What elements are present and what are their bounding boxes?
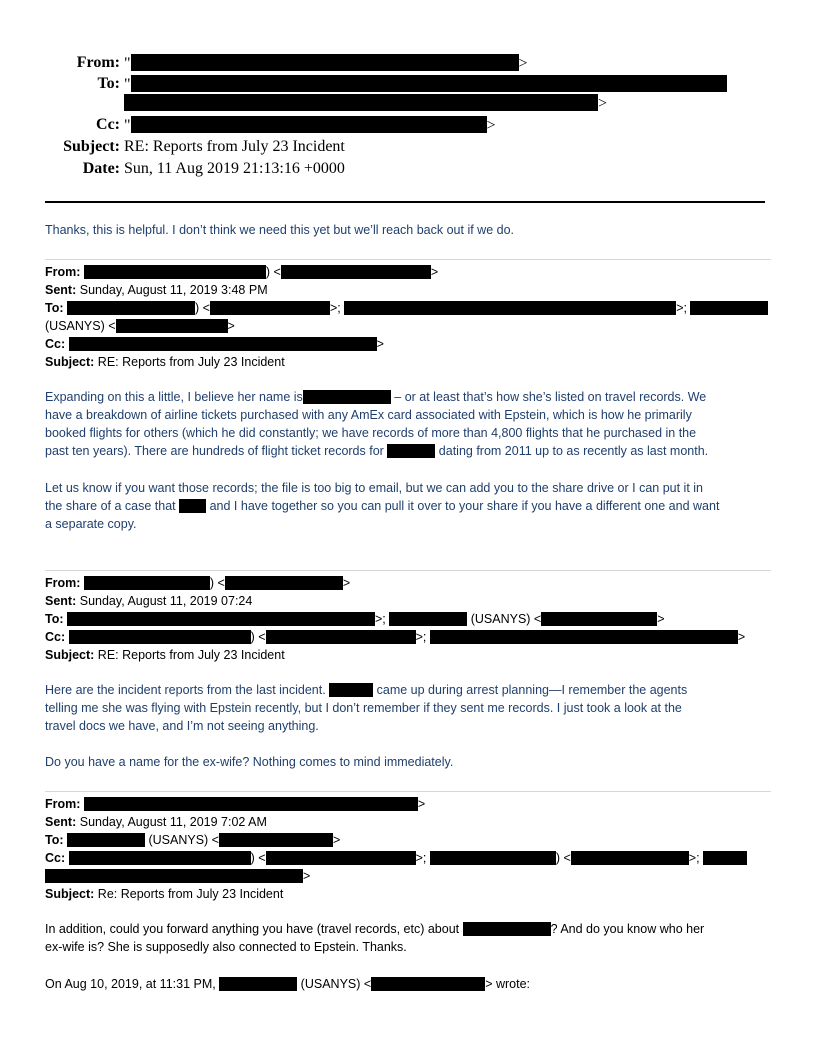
redaction (303, 390, 391, 404)
cc-label: Cc: (96, 116, 120, 133)
redaction (84, 265, 266, 279)
date-label: Date: (82, 160, 120, 177)
redaction (541, 612, 657, 626)
redaction (690, 301, 768, 315)
msg1-paragraph-1: Expanding on this a little, I believe her name is – or at least that’s how she’s listed on travel records. We have a breakdown of airline tickets purchased with any AmEx card associated with Epstein, which is how he primarily booked flights for others (which he did constantly; we have records of more than 4,800 flights that he purchased in the past ten years). There are hundreds of flight ticket records for dating from 2011 up to as recently as last month. (45, 390, 709, 458)
subject-label: Subject: (63, 138, 120, 155)
from-value: " > (124, 55, 528, 72)
redaction (281, 265, 431, 279)
msg1-from: From: ) < > (45, 265, 439, 279)
msg3-cc-cont: > (45, 867, 310, 885)
msg3-sent: Sent: Sunday, August 11, 2019 7:02 AM (45, 815, 267, 829)
redaction (387, 444, 435, 458)
cc-value: " > (124, 117, 496, 134)
message-divider (45, 791, 771, 792)
redaction (371, 977, 485, 991)
date-value: Sun, 11 Aug 2019 21:13:16 +0000 (124, 160, 345, 177)
reply-text: Thanks, this is helpful. I don’t think we need this yet but we’ll reach back out if we do. (45, 223, 515, 237)
msg3-cc: Cc: ) < >; ) < >; (45, 849, 747, 867)
redaction (45, 869, 303, 883)
msg2-from: From: ) < > (45, 576, 351, 590)
msg1-paragraph-2: Let us know if you want those records; the file is too big to email, but we can add you to the share drive or I can put it in the share of a case that and I have together so you can pull it over to your share if you have a different one and want a separate copy. (45, 481, 720, 531)
msg3-paragraph-1: In addition, could you forward anything you have (travel records, etc) about ? And do you know who her ex-wife is? She is supposedly also connected to Epstein. Thanks. (45, 922, 705, 954)
redaction (225, 576, 343, 590)
redaction (116, 319, 228, 333)
redaction (131, 54, 519, 71)
msg3-subject: Subject: Re: Reports from July 23 Incident (45, 887, 284, 901)
redaction (266, 851, 416, 865)
redaction (430, 630, 738, 644)
msg1-subject: Subject: RE: Reports from July 23 Incident (45, 355, 285, 369)
msg1-to: To: ) < >; >; (45, 299, 768, 317)
msg3-quote-line: On Aug 10, 2019, at 11:31 PM, (USANYS) < > wrote: (45, 977, 530, 991)
redaction (69, 851, 251, 865)
redaction (703, 851, 747, 865)
redaction (389, 612, 467, 626)
msg2-paragraph-2: Do you have a name for the ex-wife? Nothing comes to mind immediately. (45, 755, 454, 769)
redaction (67, 612, 375, 626)
redaction (219, 833, 333, 847)
msg3-to: To: (USANYS) < > (45, 833, 341, 847)
redaction (69, 630, 251, 644)
msg1-to-cont: (USANYS) < > (45, 319, 235, 333)
msg2-subject: Subject: RE: Reports from July 23 Incident (45, 648, 285, 662)
redaction (131, 75, 727, 92)
to-value: " (124, 75, 727, 94)
redaction (344, 301, 676, 315)
msg1-cc: Cc: > (45, 337, 384, 351)
header-divider (45, 201, 765, 203)
redaction (131, 116, 487, 133)
redaction (84, 797, 418, 811)
message-divider (45, 570, 771, 571)
redaction (84, 576, 210, 590)
redaction (124, 94, 598, 111)
msg3-from: From: > (45, 797, 426, 811)
redaction (69, 337, 377, 351)
redaction (67, 301, 195, 315)
redaction (67, 833, 145, 847)
msg1-sent: Sent: Sunday, August 11, 2019 3:48 PM (45, 283, 268, 297)
redaction (571, 851, 689, 865)
subject-value: RE: Reports from July 23 Incident (124, 138, 345, 155)
redaction (219, 977, 297, 991)
message-divider (45, 259, 771, 260)
redaction (430, 851, 556, 865)
redaction (329, 683, 373, 697)
redaction (266, 630, 416, 644)
to-value-cont: > (124, 94, 607, 113)
to-label: To: (97, 75, 120, 92)
redaction (463, 922, 551, 936)
msg2-sent: Sent: Sunday, August 11, 2019 07:24 (45, 594, 253, 608)
redaction (210, 301, 330, 315)
msg2-cc: Cc: ) < >; > (45, 630, 746, 644)
msg2-paragraph-1: Here are the incident reports from the last incident. came up during arrest planning—I remember the agents telling me she was flying with Epstein recently, but I don’t remember if they sent me records. I just took a look at the travel docs we have, and I’m not seeing anything. (45, 683, 688, 733)
from-label: From: (76, 54, 120, 71)
msg2-to: To: >; (USANYS) < > (45, 612, 665, 626)
redaction (179, 499, 206, 513)
